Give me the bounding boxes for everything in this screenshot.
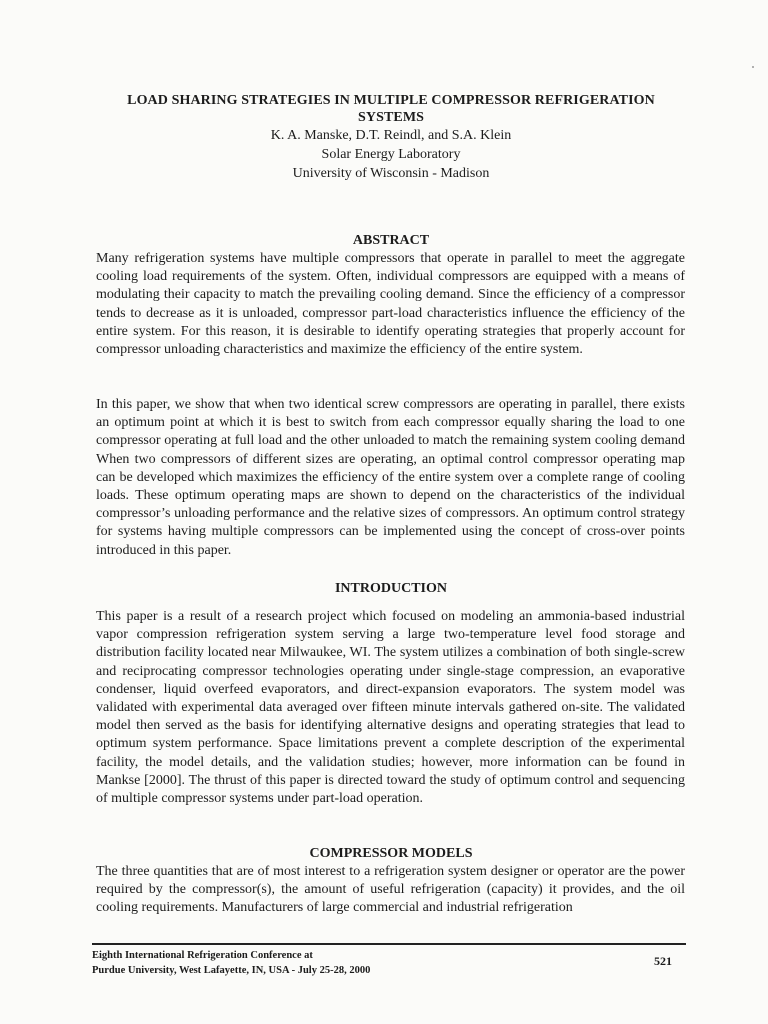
introduction-heading: INTRODUCTION (334, 581, 447, 596)
compressor-models-heading: COMPRESSOR MODELS (309, 846, 473, 861)
affiliation-university: University of Wisconsin - Madison (292, 166, 490, 181)
paper-title-line-2: SYSTEMS (357, 110, 425, 125)
abstract-paragraph-1: Many refrigeration systems have multiple compressors that operate in parallel to meet the aggregate cooling load requirements of the system. Often, individual compressors are equipped with a means of modulating their capacity to match the prevailing cooling demand. Since the efficiency of a compressor tends to decrease as it is unloaded, compressor part-load characteristics influence the efficiency of the entire system. For this reason, it is desirable to identify operating strategies that properly account for compressor unloading characteristics and maximize the efficiency of the entire system. (96, 251, 685, 358)
title-block (96, 92, 686, 183)
paper-title-line-1: LOAD SHARING STRATEGIES IN MULTIPLE COMPRESSOR REFRIGERATION (127, 93, 655, 108)
page-number: 521 (654, 954, 672, 968)
scan-speck (752, 66, 754, 68)
authors: K. A. Manske, D.T. Reindl, and S.A. Klein (270, 128, 512, 143)
introduction-paragraph: This paper is a result of a research project which focused on modeling an ammonia-based industrial vapor compression refrigeration system serving a large two-temperature level food storage and distribution facility located near Milwaukee, WI. The system utilizes a combination of both single-screw and reciprocating compressor technologies operating under single-stage compression, an evaporative condenser, liquid overfeed evaporators, and direct-expansion evaporators. The system model was validated with experimental data averaged over fifteen minute intervals gathered on-site. The validated model then served as the basis for identifying alternative designs and operating strategies that lead to optimum system performance. Space limitations prevent a complete description of the experimental facility, the model details, and the validation studies; however, more information can be found in Mankse [2000]. The thrust of this paper is directed toward the study of optimum control and sequencing of multiple compressor systems under part-load operation. (96, 609, 685, 807)
conference-line-2: Purdue University, West Lafayette, IN, USA - July 25-28, 2000 (92, 965, 371, 976)
abstract-paragraph-2: In this paper, we show that when two identical screw compressors are operating in parallel, there exists an optimum point at which it is best to switch from each compressor equally sharing the load to one compressor operating at full load and the other unloaded to match the remaining system cooling demand When two compressors of different sizes are operating, an optimal control compressor operating map can be developed which maximizes the efficiency of the entire system over a complete range of cooling loads. These optimum operating maps are shown to depend on the characteristics of the individual compressor’s unloading performance and the relative sizes of compressors. An optimum control strategy for systems having multiple compressors can be implemented using the concept of cross-over points introduced in this paper. (96, 397, 685, 558)
conference-footer (92, 948, 370, 978)
footer-divider (92, 943, 686, 945)
affiliation-lab: Solar Energy Laboratory (321, 147, 461, 162)
abstract-heading: ABSTRACT (352, 233, 430, 248)
conference-line-1: Eighth International Refrigeration Conference at (92, 950, 313, 961)
compressor-models-paragraph: The three quantities that are of most interest to a refrigeration system designer or operator are the power required by the compressor(s), the amount of useful refrigeration (capacity) it provides, and the oil cooling requirements. Manufacturers of large commercial and industrial refrigeration (96, 864, 685, 916)
